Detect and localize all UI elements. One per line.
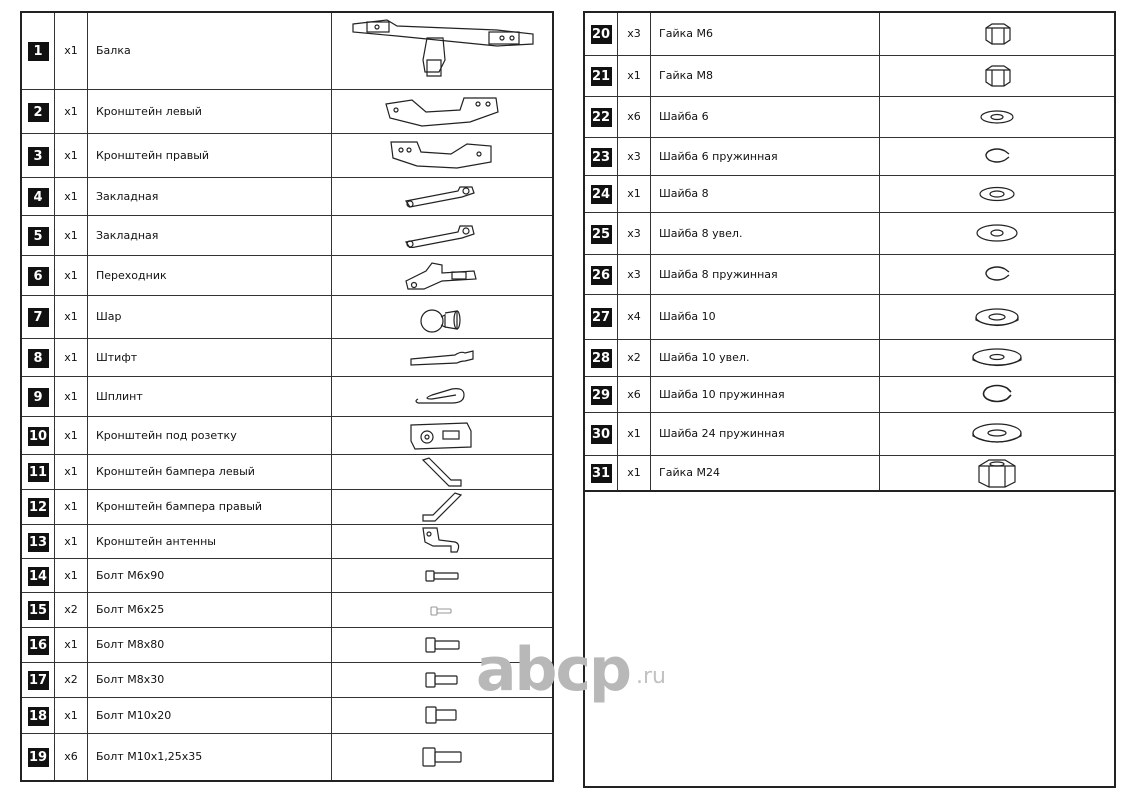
- table-row: [21, 416, 553, 454]
- hex-nut-icon: [980, 22, 1014, 46]
- item-name: Гайка М6: [651, 12, 880, 55]
- item-quantity: x1: [55, 133, 88, 177]
- item-quantity: x1: [55, 338, 88, 376]
- item-name: Шайба 24 пружинная: [651, 412, 880, 455]
- table-row: [21, 177, 553, 215]
- item-number: 1: [28, 42, 49, 61]
- bolt-icon: [422, 704, 462, 726]
- item-name: Шайба 6: [651, 96, 880, 137]
- item-quantity: x6: [618, 376, 651, 412]
- item-number: 21: [591, 69, 611, 84]
- washer-icon: [977, 185, 1017, 203]
- table-row: [584, 455, 1115, 491]
- cotter-pin-icon: [412, 383, 472, 409]
- bolt-icon: [422, 635, 462, 655]
- item-name: Шайба 6 пружинная: [651, 137, 880, 175]
- item-number: 23: [591, 149, 611, 165]
- item-quantity: x1: [55, 454, 88, 489]
- item-number: 25: [591, 226, 611, 242]
- item-name: Шайба 10 увел.: [651, 339, 880, 376]
- empty-area: [583, 490, 1116, 788]
- item-name: Шайба 8 пружинная: [651, 254, 880, 294]
- item-quantity: x3: [618, 137, 651, 175]
- item-number: 28: [591, 351, 611, 366]
- item-name: Шайба 8: [651, 175, 880, 212]
- item-quantity: x1: [55, 376, 88, 416]
- item-quantity: x1: [618, 175, 651, 212]
- table-row: [584, 137, 1115, 175]
- item-number: 8: [28, 349, 49, 368]
- item-quantity: x2: [618, 339, 651, 376]
- antenna-bracket-icon: [417, 526, 467, 556]
- watermark-logo: abcp: [476, 635, 630, 705]
- item-number: 7: [28, 308, 49, 327]
- table-row: [21, 89, 553, 133]
- table-row: [584, 376, 1115, 412]
- table-row: [21, 592, 553, 627]
- bumper-bracket-icon: [417, 491, 467, 523]
- embed-plate-icon: [402, 222, 482, 248]
- table-row: [21, 215, 553, 255]
- item-name: Гайка М8: [651, 55, 880, 96]
- item-number: 5: [28, 227, 49, 246]
- bolt-icon: [419, 745, 465, 769]
- item-name: Кронштейн правый: [88, 133, 332, 177]
- spring-washer-icon: [977, 382, 1017, 406]
- item-name: Болт М6х25: [88, 592, 332, 627]
- item-number: 15: [28, 603, 48, 618]
- item-quantity: x4: [618, 294, 651, 339]
- table-row: [584, 96, 1115, 137]
- item-number: 9: [28, 388, 49, 407]
- item-quantity: x3: [618, 12, 651, 55]
- item-number: 29: [591, 387, 611, 403]
- item-quantity: x1: [55, 89, 88, 133]
- item-name: Штифт: [88, 338, 332, 376]
- item-name: Болт М8х30: [88, 662, 332, 697]
- item-quantity: x1: [55, 177, 88, 215]
- item-quantity: x1: [618, 412, 651, 455]
- table-row: [21, 524, 553, 558]
- washer-icon: [972, 305, 1022, 329]
- item-name: Шайба 10: [651, 294, 880, 339]
- item-name: Кронштейн антенны: [88, 524, 332, 558]
- bolt-icon: [422, 567, 462, 585]
- item-quantity: x1: [55, 697, 88, 733]
- item-name: Переходник: [88, 255, 332, 295]
- tow-ball-icon: [417, 299, 467, 335]
- item-number: 26: [591, 267, 611, 283]
- table-row: [21, 376, 553, 416]
- item-number: 10: [28, 428, 48, 444]
- item-name: Гайка М24: [651, 455, 880, 491]
- bracket-right-icon: [387, 136, 497, 174]
- item-number: 17: [28, 673, 48, 688]
- bolt-icon: [427, 603, 457, 619]
- item-name: Кронштейн бампера правый: [88, 489, 332, 524]
- parts-table-right: [583, 11, 1116, 492]
- embed-plate-icon: [402, 183, 482, 209]
- item-name: Кронштейн бампера левый: [88, 454, 332, 489]
- item-number: 24: [591, 187, 611, 202]
- table-row: [584, 175, 1115, 212]
- bolt-icon: [422, 670, 462, 690]
- item-quantity: x6: [618, 96, 651, 137]
- item-number: 20: [591, 27, 611, 43]
- item-name: Болт М6х90: [88, 558, 332, 592]
- spring-washer-icon: [979, 145, 1015, 167]
- item-name: Шар: [88, 295, 332, 338]
- table-row: [21, 12, 553, 89]
- item-quantity: x3: [618, 212, 651, 254]
- table-row: [21, 133, 553, 177]
- washer-icon: [969, 346, 1025, 370]
- item-number: 3: [28, 147, 49, 166]
- washer-icon: [977, 108, 1017, 126]
- washer-icon: [974, 221, 1020, 245]
- bracket-left-icon: [382, 92, 502, 130]
- item-quantity: x1: [55, 558, 88, 592]
- item-number: 22: [591, 110, 611, 125]
- item-quantity: x1: [55, 489, 88, 524]
- watermark: [476, 635, 696, 705]
- item-name: Болт М8х80: [88, 627, 332, 662]
- item-name: Закладная: [88, 215, 332, 255]
- item-name: Шплинт: [88, 376, 332, 416]
- table-row: [584, 294, 1115, 339]
- item-name: Болт М10х1,25х35: [88, 733, 332, 781]
- table-row: [21, 489, 553, 524]
- item-name: Болт М10х20: [88, 697, 332, 733]
- item-quantity: x2: [55, 592, 88, 627]
- bumper-bracket-icon: [417, 456, 467, 488]
- socket-bracket-icon: [407, 419, 477, 451]
- item-quantity: x2: [55, 662, 88, 697]
- table-row: [21, 255, 553, 295]
- item-number: 18: [28, 708, 48, 724]
- tow-beam-icon: [347, 16, 537, 86]
- table-row: [21, 558, 553, 592]
- table-row: [584, 212, 1115, 254]
- table-row: [21, 295, 553, 338]
- watermark-domain: .ru: [636, 664, 666, 689]
- washer-icon: [969, 421, 1025, 447]
- table-row: [584, 55, 1115, 96]
- item-quantity: x1: [55, 12, 88, 89]
- item-number: 16: [28, 638, 48, 653]
- item-number: 2: [28, 103, 49, 122]
- item-number: 30: [591, 427, 611, 442]
- hex-nut-icon: [975, 456, 1019, 490]
- item-name: Кронштейн левый: [88, 89, 332, 133]
- item-quantity: x3: [618, 254, 651, 294]
- item-quantity: x1: [55, 295, 88, 338]
- item-name: Балка: [88, 12, 332, 89]
- item-quantity: x1: [55, 215, 88, 255]
- table-row: [21, 733, 553, 781]
- item-number: 11: [28, 465, 48, 480]
- item-number: 27: [591, 310, 611, 325]
- item-name: Кронштейн под розетку: [88, 416, 332, 454]
- item-name: Шайба 8 увел.: [651, 212, 880, 254]
- table-row: [584, 12, 1115, 55]
- item-number: 4: [28, 188, 49, 207]
- table-row: [21, 697, 553, 733]
- parts-table-left: [20, 11, 554, 782]
- item-number: 31: [591, 466, 611, 482]
- item-quantity: x1: [55, 255, 88, 295]
- table-row: [584, 254, 1115, 294]
- table-row: [21, 454, 553, 489]
- table-row: [21, 338, 553, 376]
- item-number: 6: [28, 267, 49, 286]
- item-quantity: x1: [55, 416, 88, 454]
- table-row: [21, 627, 553, 662]
- item-quantity: x6: [55, 733, 88, 781]
- hex-nut-icon: [980, 64, 1014, 88]
- item-number: 14: [28, 568, 48, 584]
- item-quantity: x1: [55, 524, 88, 558]
- spring-washer-icon: [979, 263, 1015, 285]
- table-row: [21, 662, 553, 697]
- table-row: [584, 412, 1115, 455]
- table-row: [584, 339, 1115, 376]
- item-name: Шайба 10 пружинная: [651, 376, 880, 412]
- item-name: Закладная: [88, 177, 332, 215]
- pin-icon: [407, 347, 477, 367]
- item-number: 19: [28, 750, 48, 766]
- item-quantity: x1: [618, 55, 651, 96]
- item-quantity: x1: [55, 627, 88, 662]
- adapter-icon: [402, 259, 482, 291]
- item-quantity: x1: [618, 455, 651, 491]
- item-number: 12: [28, 500, 48, 515]
- item-number: 13: [28, 534, 48, 550]
